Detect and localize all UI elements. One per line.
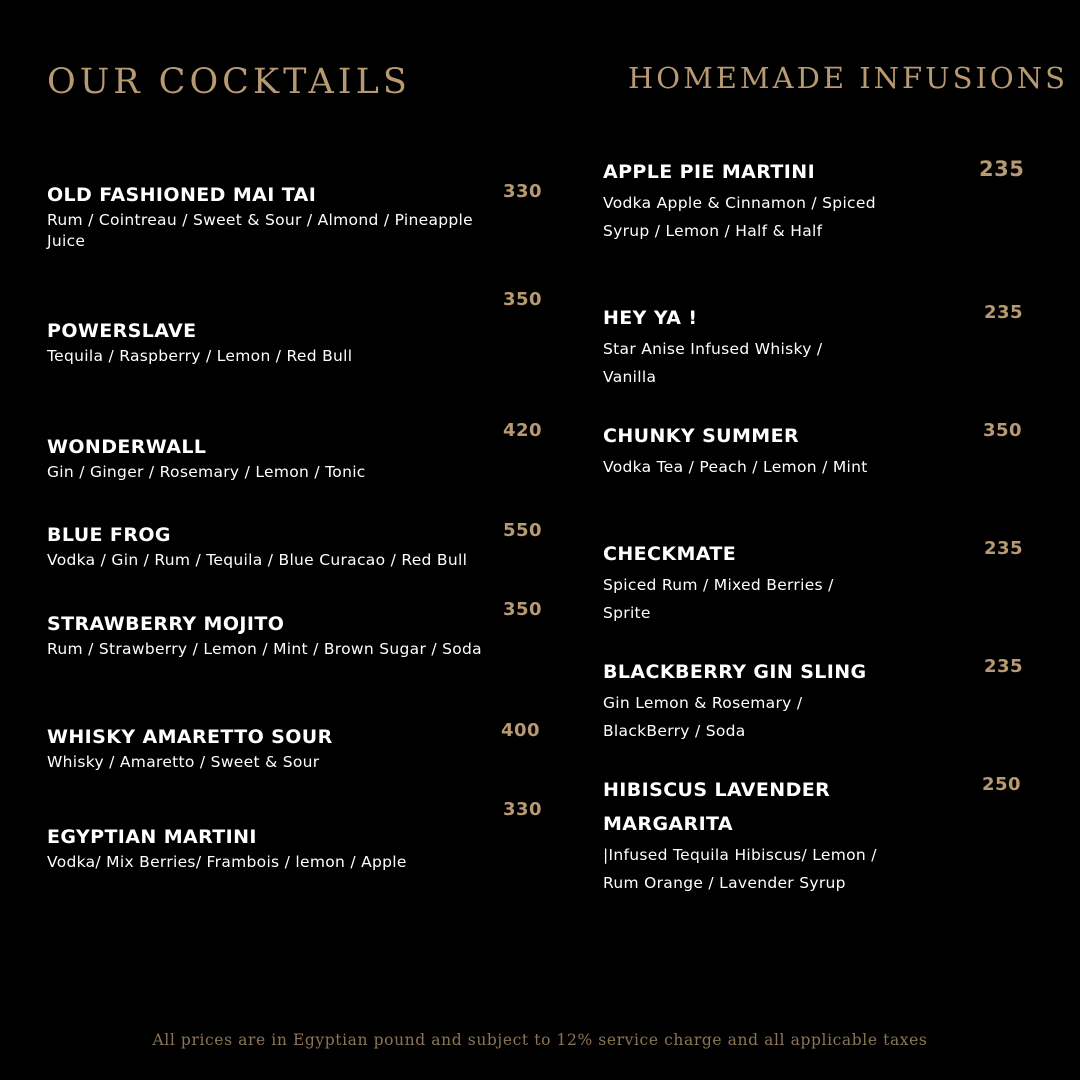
item-price: 550 — [503, 520, 543, 541]
item-description: Rum / Cointreau / Sweet & Sour / Almond / Pineapple Juice — [47, 211, 473, 250]
item-price: 350 — [503, 599, 543, 620]
item-name: CHUNKY SUMMER — [603, 425, 800, 447]
cocktail-item — [47, 613, 487, 660]
item-name: STRAWBERRY MOJITO — [47, 613, 285, 635]
item-name: CHECKMATE — [603, 543, 737, 565]
item-description: Vodka/ Mix Berries/ Frambois / lemon / Apple — [47, 853, 407, 871]
item-description: Vodka Tea / Peach / Lemon / Mint — [603, 458, 868, 476]
item-name: WHISKY AMARETTO SOUR — [47, 726, 333, 748]
item-price: 420 — [503, 420, 543, 441]
price-disclaimer: All prices are in Egyptian pound and subject to 12% service charge and all applicable taxes — [152, 1031, 928, 1049]
item-price: 235 — [984, 656, 1024, 677]
item-description: Rum / Strawberry / Lemon / Mint / Brown Sugar / Soda — [47, 640, 482, 658]
item-name: POWERSLAVE — [47, 320, 197, 342]
item-name: HIBISCUS LAVENDER MARGARITA — [603, 779, 831, 835]
cocktail-item — [47, 320, 487, 367]
item-price: 330 — [503, 181, 543, 202]
item-description: Gin / Ginger / Rosemary / Lemon / Tonic — [47, 463, 366, 481]
infusion-item — [603, 419, 893, 481]
item-name: BLACKBERRY GIN SLING — [603, 661, 867, 683]
item-description: Gin Lemon & Rosemary / BlackBerry / Soda — [603, 694, 803, 740]
item-price: 350 — [503, 289, 543, 310]
item-price: 330 — [503, 799, 543, 820]
item-description: Star Anise Infused Whisky / Vanilla — [603, 340, 823, 386]
cocktail-item — [47, 726, 487, 773]
cocktail-item — [47, 184, 487, 252]
cocktail-item — [47, 436, 487, 483]
item-description: Whisky / Amaretto / Sweet & Sour — [47, 753, 320, 771]
infusion-item — [603, 537, 893, 627]
item-name: BLUE FROG — [47, 524, 171, 546]
item-price: 350 — [983, 420, 1023, 441]
cocktails-heading: OUR COCKTAILS — [47, 62, 411, 102]
item-price: 235 — [984, 538, 1024, 559]
infusion-item — [603, 155, 893, 245]
item-description: Spiced Rum / Mixed Berries / Sprite — [603, 576, 834, 622]
item-description: |Infused Tequila Hibiscus/ Lemon / Rum Orange / Lavender Syrup — [603, 846, 877, 892]
item-name: EGYPTIAN MARTINI — [47, 826, 257, 848]
item-description: Vodka Apple & Cinnamon / Spiced Syrup / Lemon / Half & Half — [603, 194, 876, 240]
infusions-heading: HOMEMADE INFUSIONS — [628, 61, 1068, 95]
item-price: 250 — [982, 774, 1022, 795]
cocktail-item — [47, 826, 487, 873]
item-name: WONDERWALL — [47, 436, 207, 458]
item-price: 235 — [979, 157, 1025, 181]
item-price: 235 — [984, 302, 1024, 323]
item-description: Tequila / Raspberry / Lemon / Red Bull — [47, 347, 353, 365]
cocktail-item — [47, 524, 487, 571]
infusion-item — [603, 655, 893, 745]
infusion-item — [603, 773, 893, 897]
item-name: APPLE PIE MARTINI — [603, 161, 816, 183]
item-name: OLD FASHIONED MAI TAI — [47, 184, 317, 206]
infusion-item — [603, 301, 893, 391]
item-description: Vodka / Gin / Rum / Tequila / Blue Curacao / Red Bull — [47, 551, 468, 569]
item-price: 400 — [501, 720, 541, 741]
item-name: HEY YA ! — [603, 307, 698, 329]
